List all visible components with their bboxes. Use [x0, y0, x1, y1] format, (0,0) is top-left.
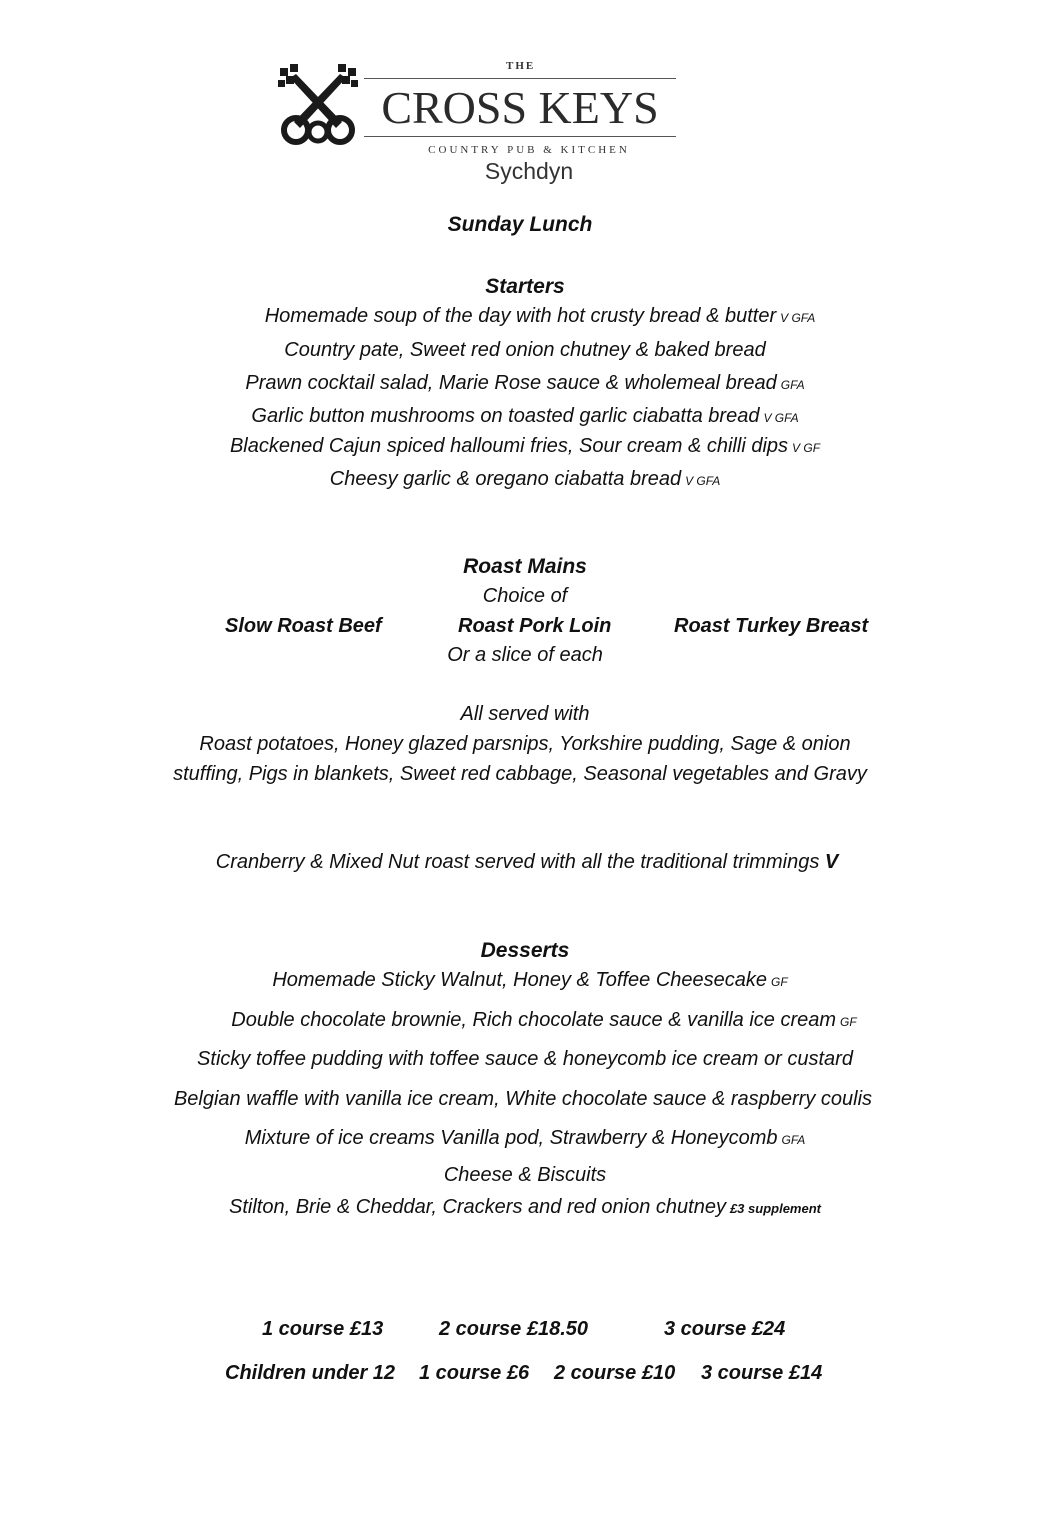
dessert-item: Double chocolate brownie, Rich chocolate sauce & vanilla ice cream GF — [231, 1009, 857, 1031]
starter-item: Country pate, Sweet red onion chutney & baked bread — [284, 339, 766, 361]
children-label: Children under 12 — [225, 1362, 396, 1384]
price-2-course: 2 course £18.50 — [439, 1318, 588, 1340]
children-price-2-course: 2 course £10 — [554, 1362, 676, 1384]
price-3-course: 3 course £24 — [664, 1318, 786, 1340]
logo-place: Sychdyn — [484, 158, 574, 184]
dessert-item: Cheese & Biscuits — [443, 1164, 607, 1186]
dessert-item: Belgian waffle with vanilla ice cream, White chocolate sauce & raspberry coulis — [173, 1088, 873, 1110]
page-title: Sunday Lunch — [447, 213, 593, 236]
mains-heading: Roast Mains — [463, 555, 587, 578]
main-option-pork: Roast Pork Loin — [458, 615, 612, 637]
starter-item: Garlic button mushrooms on toasted garlic ciabatta bread V GFA — [251, 405, 799, 427]
trimmings-line-1: Roast potatoes, Honey glazed parsnips, Yorkshire pudding, Sage & onion — [199, 733, 851, 755]
veg-option: Cranberry & Mixed Nut roast served with all the traditional trimmings V — [215, 851, 839, 873]
logo-rule-top — [364, 78, 676, 79]
desserts-heading: Desserts — [480, 939, 570, 962]
trimmings-line-2: stuffing, Pigs in blankets, Sweet red cabbage, Seasonal vegetables and Gravy — [173, 763, 867, 785]
logo — [276, 58, 686, 193]
starter-item: Blackened Cajun spiced halloumi fries, Sour cream & chilli dips V GF — [229, 435, 821, 457]
dessert-item: Homemade Sticky Walnut, Honey & Toffee Cheesecake GF — [272, 969, 788, 991]
logo-brand: CROSS KEYS — [381, 82, 659, 133]
served-with: All served with — [460, 703, 590, 725]
dessert-item: Sticky toffee pudding with toffee sauce & honeycomb ice cream or custard — [197, 1048, 853, 1070]
starter-item: Homemade soup of the day with hot crusty bread & butter V GFA — [264, 305, 816, 327]
children-price-3-course: 3 course £14 — [701, 1362, 823, 1384]
children-price-1-course: 1 course £6 — [419, 1362, 530, 1384]
starters-heading: Starters — [485, 275, 565, 298]
crossed-keys-icon — [276, 62, 360, 148]
price-1-course: 1 course £13 — [262, 1318, 384, 1340]
dessert-item: Mixture of ice creams Vanilla pod, Strawberry & Honeycomb GFA — [244, 1127, 806, 1149]
main-option-beef: Slow Roast Beef — [225, 615, 382, 637]
main-option-turkey: Roast Turkey Breast — [674, 615, 869, 637]
logo-rule-bottom — [364, 136, 676, 137]
mains-choice: Choice of — [482, 585, 568, 607]
logo-tagline: COUNTRY PUB & KITCHEN — [428, 144, 630, 156]
logo-the: THE — [506, 60, 536, 72]
mains-or-each: Or a slice of each — [447, 644, 603, 666]
dessert-item: Stilton, Brie & Cheddar, Crackers and red onion chutney £3 supplement — [229, 1196, 821, 1218]
starter-item: Cheesy garlic & oregano ciabatta bread V GFA — [329, 468, 721, 490]
starter-item: Prawn cocktail salad, Marie Rose sauce & wholemeal bread GFA — [245, 372, 805, 394]
